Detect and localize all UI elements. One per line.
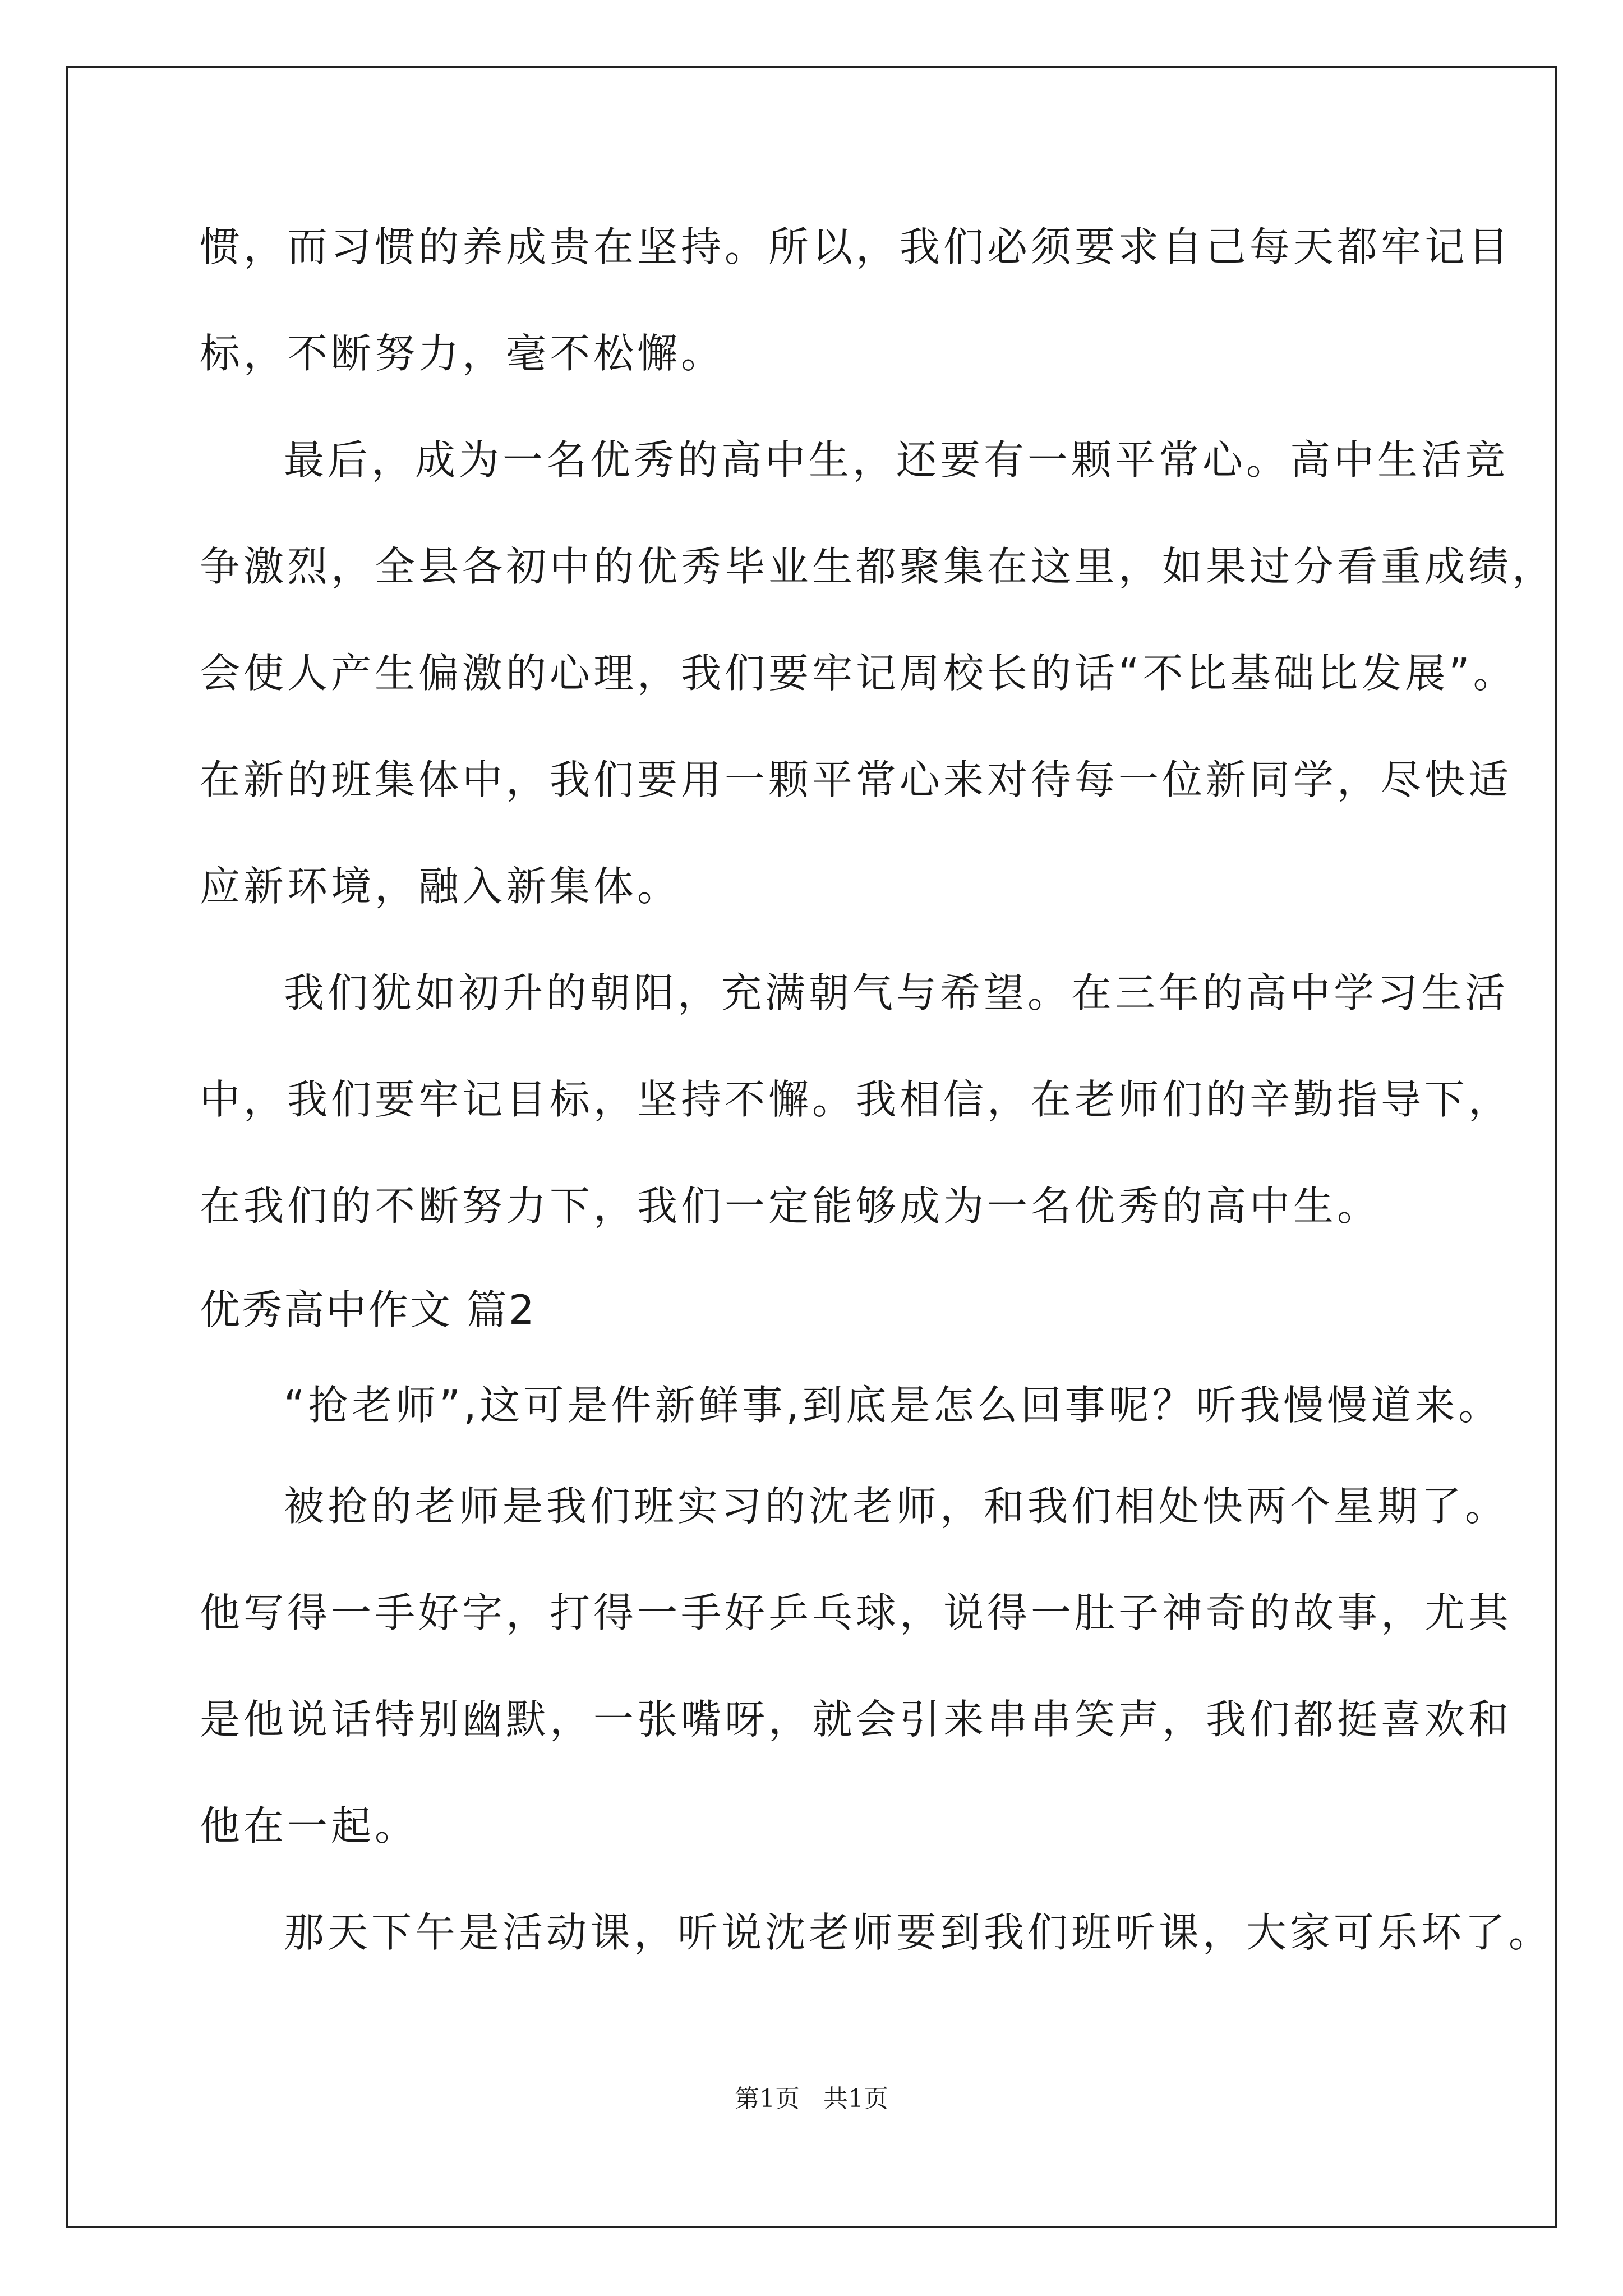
text-line: 会使人产生偏激的心理，我们要牢记周校长的话“不比基础比发展”。	[200, 650, 1517, 697]
section-heading: 优秀高中作文 篇2	[200, 1286, 536, 1333]
text-line: 在我们的不断努力下，我们一定能够成为一名优秀的高中生。	[200, 1182, 1381, 1230]
page-footer	[0, 2082, 1623, 2116]
page-number: 第1页	[735, 2085, 800, 2113]
text-line: 他在一起。	[200, 1802, 419, 1849]
paragraph-start: “抢老师”,这可是件新鲜事,到底是怎么回事呢？听我慢慢道来。	[284, 1382, 1502, 1429]
text-line: 争激烈，全县各初中的优秀毕业生都聚集在这里，如果过分看重成绩，	[200, 543, 1556, 590]
page-border	[66, 66, 1557, 2228]
text-line: 中，我们要牢记目标，坚持不懈。我相信，在老师们的辛勤指导下，	[200, 1076, 1513, 1123]
paragraph-start: 被抢的老师是我们班实习的沈老师，和我们相处快两个星期了。	[284, 1483, 1509, 1530]
page-total: 共1页	[823, 2085, 888, 2113]
paragraph-start: 最后，成为一名优秀的高中生，还要有一颗平常心。高中生活竞	[284, 436, 1509, 484]
text-line: 他写得一手好字，打得一手好乒乓球，说得一肚子神奇的故事，尤其	[200, 1589, 1513, 1636]
text-line: 是他说话特别幽默，一张嘴呀，就会引来串串笑声，我们都挺喜欢和	[200, 1696, 1513, 1743]
text-line: 标，不断努力，毫不松懈。	[200, 330, 725, 377]
text-line: 惯，而习惯的养成贵在坚持。所以，我们必须要求自己每天都牢记目	[200, 223, 1513, 270]
text-line: 应新环境，融入新集体。	[200, 863, 681, 910]
paragraph-start: 那天下午是活动课，听说沈老师要到我们班听课，大家可乐坏了。	[284, 1909, 1553, 1956]
paragraph-start: 我们犹如初升的朝阳，充满朝气与希望。在三年的高中学习生活	[284, 969, 1509, 1016]
text-line: 在新的班集体中，我们要用一颗平常心来对待每一位新同学，尽快适	[200, 756, 1513, 803]
